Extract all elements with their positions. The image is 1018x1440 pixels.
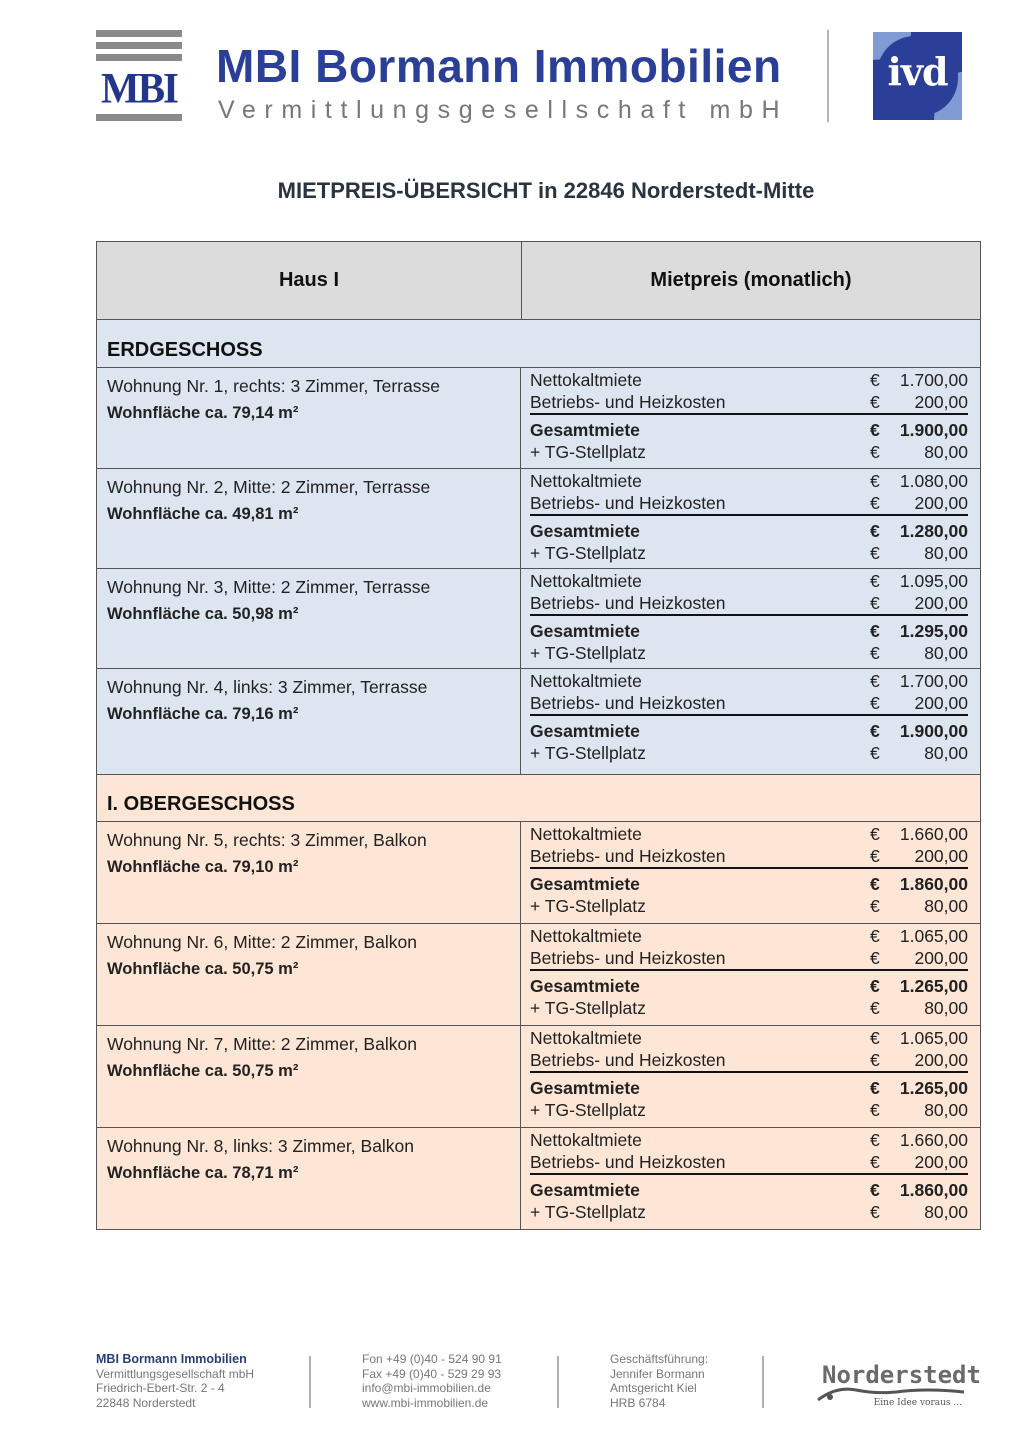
price-line-total	[530, 420, 968, 442]
apartment-prices	[521, 822, 980, 923]
currency-symbol: €	[870, 947, 880, 968]
apartment-area: Wohnfläche ca. 79,16 m²	[107, 705, 299, 723]
footer-management-label: Geschäftsführung:	[610, 1352, 709, 1366]
price-amount-costs: 200,00	[914, 1049, 968, 1070]
price-line-parking	[530, 1202, 968, 1224]
price-label-total: Gesamtmiete	[530, 621, 640, 641]
norderstedt-logo-text: Norderstedt	[822, 1361, 981, 1389]
price-line-costs	[530, 1050, 968, 1074]
price-label-total: Gesamtmiete	[530, 976, 640, 996]
floor-title: I. OBERGESCHOSS	[97, 775, 980, 822]
price-label-costs: Betriebs- und Heizkosten	[530, 492, 726, 513]
column-header-house: Haus I	[97, 242, 522, 319]
apartment-info	[97, 1026, 521, 1127]
footer-company	[96, 1352, 254, 1410]
price-label-total: Gesamtmiete	[530, 420, 640, 440]
apartment-row	[97, 1026, 980, 1128]
price-amount-net: 1.080,00	[899, 471, 968, 491]
price-amount-net: 1.660,00	[899, 1130, 968, 1150]
price-line-total	[530, 521, 968, 543]
price-amount-parking: 80,00	[924, 1201, 968, 1222]
apartment-prices	[521, 569, 980, 668]
price-line-net	[530, 926, 968, 948]
apartment-row	[97, 669, 980, 774]
apartment-description: Wohnung Nr. 7, Mitte: 2 Zimmer, Balkon	[107, 1034, 417, 1054]
currency-symbol: €	[870, 420, 880, 440]
footer-management	[610, 1352, 708, 1410]
currency-symbol: €	[870, 370, 880, 390]
apartment-row	[97, 569, 980, 669]
currency-symbol: €	[870, 621, 880, 641]
price-label-net: Nettokaltmiete	[530, 370, 642, 390]
price-amount-net: 1.660,00	[899, 824, 968, 844]
price-label-total: Gesamtmiete	[530, 1180, 640, 1200]
price-amount-net: 1.700,00	[899, 671, 968, 691]
price-line-parking	[530, 643, 968, 665]
price-label-parking: + TG-Stellplatz	[530, 742, 646, 763]
apartment-area: Wohnfläche ca. 50,98 m²	[107, 605, 299, 623]
currency-symbol: €	[870, 1049, 880, 1070]
apartment-area: Wohnfläche ca. 79,10 m²	[107, 858, 299, 876]
currency-symbol: €	[870, 742, 880, 763]
price-line-net	[530, 1028, 968, 1050]
apartment-row	[97, 822, 980, 924]
floor-section	[97, 320, 980, 774]
price-amount-parking: 80,00	[924, 642, 968, 663]
apartment-prices	[521, 1128, 980, 1229]
footer-email[interactable]: info@mbi-immobilien.de	[362, 1381, 491, 1395]
apartment-description: Wohnung Nr. 3, Mitte: 2 Zimmer, Terrasse	[107, 577, 431, 597]
price-line-total	[530, 976, 968, 998]
price-amount-costs: 200,00	[914, 391, 968, 412]
footer-company-name: MBI Bormann Immobilien	[96, 1352, 247, 1366]
column-header-rent: Mietpreis (monatlich)	[650, 269, 852, 291]
price-amount-costs: 200,00	[914, 692, 968, 713]
price-amount-total: 1.265,00	[899, 976, 968, 996]
price-amount-costs: 200,00	[914, 1151, 968, 1172]
price-line-total	[530, 1078, 968, 1100]
price-label-parking: + TG-Stellplatz	[530, 1201, 646, 1222]
price-amount-parking: 80,00	[924, 742, 968, 763]
apartment-prices	[521, 1026, 980, 1127]
currency-symbol: €	[870, 542, 880, 563]
price-line-net	[530, 370, 968, 392]
ivd-logo	[873, 32, 962, 120]
apartment-row	[97, 924, 980, 1026]
currency-symbol: €	[870, 492, 880, 513]
currency-symbol: €	[870, 692, 880, 713]
price-label-net: Nettokaltmiete	[530, 671, 642, 691]
price-amount-total: 1.265,00	[899, 1078, 968, 1098]
apartment-area: Wohnfläche ca. 50,75 m²	[107, 960, 299, 978]
apartment-row	[97, 1128, 980, 1229]
currency-symbol: €	[870, 471, 880, 491]
currency-symbol: €	[870, 1099, 880, 1120]
apartment-row	[97, 469, 980, 569]
currency-symbol: €	[870, 1130, 880, 1150]
apartment-prices	[521, 368, 980, 468]
price-label-costs: Betriebs- und Heizkosten	[530, 692, 726, 713]
price-label-costs: Betriebs- und Heizkosten	[530, 1049, 726, 1070]
price-label-costs: Betriebs- und Heizkosten	[530, 845, 726, 866]
rent-table	[96, 241, 981, 1230]
company-subtitle: Vermittlungsgesellschaft mbH	[218, 96, 789, 124]
price-line-parking	[530, 1100, 968, 1122]
currency-symbol: €	[870, 1028, 880, 1048]
currency-symbol: €	[870, 642, 880, 663]
currency-symbol: €	[870, 592, 880, 613]
price-line-costs	[530, 593, 968, 617]
price-label-costs: Betriebs- und Heizkosten	[530, 592, 726, 613]
price-amount-costs: 200,00	[914, 492, 968, 513]
currency-symbol: €	[870, 521, 880, 541]
price-line-net	[530, 1130, 968, 1152]
currency-symbol: €	[870, 926, 880, 946]
price-label-parking: + TG-Stellplatz	[530, 542, 646, 563]
apartment-description: Wohnung Nr. 4, links: 3 Zimmer, Terrasse	[107, 677, 428, 697]
apartment-description: Wohnung Nr. 8, links: 3 Zimmer, Balkon	[107, 1136, 415, 1156]
price-amount-total: 1.860,00	[899, 874, 968, 894]
price-line-net	[530, 571, 968, 593]
price-label-costs: Betriebs- und Heizkosten	[530, 1151, 726, 1172]
price-label-net: Nettokaltmiete	[530, 926, 642, 946]
apartment-row	[97, 368, 980, 469]
price-amount-parking: 80,00	[924, 441, 968, 462]
apartment-area: Wohnfläche ca. 49,81 m²	[107, 505, 299, 523]
footer-company-line: Vermittlungsgesellschaft mbH	[96, 1366, 255, 1381]
apartment-description: Wohnung Nr. 5, rechts: 3 Zimmer, Balkon	[107, 830, 427, 850]
price-line-parking	[530, 743, 968, 765]
price-line-parking	[530, 543, 968, 565]
price-amount-net: 1.095,00	[899, 571, 968, 591]
ivd-logo-text: ivd	[887, 49, 948, 94]
apartment-area: Wohnfläche ca. 50,75 m²	[107, 1062, 299, 1080]
price-label-net: Nettokaltmiete	[530, 1130, 642, 1150]
price-line-total	[530, 721, 968, 743]
currency-symbol: €	[870, 895, 880, 916]
footer-divider	[557, 1356, 559, 1408]
price-amount-parking: 80,00	[924, 997, 968, 1018]
footer-managing-director: Jennifer Bormann	[610, 1366, 705, 1381]
currency-symbol: €	[870, 391, 880, 412]
header-divider	[827, 30, 829, 122]
apartment-info	[97, 822, 521, 923]
apartment-info	[97, 569, 521, 668]
price-amount-parking: 80,00	[924, 1099, 968, 1120]
price-label-costs: Betriebs- und Heizkosten	[530, 391, 726, 412]
footer-contact	[362, 1352, 502, 1410]
price-label-parking: + TG-Stellplatz	[530, 895, 646, 916]
price-line-parking	[530, 896, 968, 918]
price-amount-total: 1.860,00	[899, 1180, 968, 1200]
footer-address-city: 22848 Norderstedt	[96, 1395, 196, 1410]
currency-symbol: €	[870, 441, 880, 462]
price-line-net	[530, 671, 968, 693]
footer	[0, 1352, 1018, 1412]
price-amount-net: 1.700,00	[899, 370, 968, 390]
currency-symbol: €	[870, 721, 880, 741]
floor-section	[97, 774, 980, 1229]
document-title: MIETPREIS-ÜBERSICHT in 22846 Norderstedt-Mitte	[277, 178, 815, 203]
price-amount-net: 1.065,00	[899, 1028, 968, 1048]
price-label-net: Nettokaltmiete	[530, 824, 642, 844]
apartment-info	[97, 469, 521, 568]
apartment-description: Wohnung Nr. 6, Mitte: 2 Zimmer, Balkon	[107, 932, 417, 952]
apartment-area: Wohnfläche ca. 78,71 m²	[107, 1164, 299, 1182]
price-line-net	[530, 824, 968, 846]
apartment-info	[97, 924, 521, 1025]
currency-symbol: €	[870, 997, 880, 1018]
letterhead	[0, 0, 1018, 140]
footer-phone: Fon +49 (0)40 - 524 90 91	[362, 1352, 502, 1366]
currency-symbol: €	[870, 1180, 880, 1200]
apartment-prices	[521, 669, 980, 774]
currency-symbol: €	[870, 845, 880, 866]
price-label-total: Gesamtmiete	[530, 521, 640, 541]
currency-symbol: €	[870, 1201, 880, 1222]
currency-symbol: €	[870, 571, 880, 591]
apartment-info	[97, 669, 521, 774]
price-amount-parking: 80,00	[924, 895, 968, 916]
price-line-costs	[530, 846, 968, 870]
price-amount-net: 1.065,00	[899, 926, 968, 946]
price-label-parking: + TG-Stellplatz	[530, 997, 646, 1018]
price-label-parking: + TG-Stellplatz	[530, 642, 646, 663]
norderstedt-logo	[816, 1361, 981, 1410]
price-line-costs	[530, 392, 968, 416]
price-label-total: Gesamtmiete	[530, 874, 640, 894]
price-line-costs	[530, 1152, 968, 1176]
footer-website[interactable]: www.mbi-immobilien.de	[362, 1395, 489, 1410]
price-label-parking: + TG-Stellplatz	[530, 441, 646, 462]
table-header	[97, 242, 980, 320]
footer-registration: HRB 6784	[610, 1395, 666, 1410]
price-label-net: Nettokaltmiete	[530, 1028, 642, 1048]
price-amount-parking: 80,00	[924, 542, 968, 563]
price-label-total: Gesamtmiete	[530, 721, 640, 741]
price-label-total: Gesamtmiete	[530, 1078, 640, 1098]
price-amount-total: 1.280,00	[899, 521, 968, 541]
apartment-info	[97, 1128, 521, 1229]
footer-divider	[309, 1356, 311, 1408]
currency-symbol: €	[870, 1078, 880, 1098]
currency-symbol: €	[870, 976, 880, 996]
price-line-total	[530, 621, 968, 643]
price-amount-total: 1.900,00	[899, 420, 968, 440]
price-label-costs: Betriebs- und Heizkosten	[530, 947, 726, 968]
price-amount-total: 1.900,00	[899, 721, 968, 741]
price-line-costs	[530, 948, 968, 972]
currency-symbol: €	[870, 874, 880, 894]
price-label-parking: + TG-Stellplatz	[530, 1099, 646, 1120]
price-line-total	[530, 1180, 968, 1202]
price-line-costs	[530, 693, 968, 717]
apartment-info	[97, 368, 521, 468]
price-line-parking	[530, 442, 968, 464]
footer-court: Amtsgericht Kiel	[610, 1381, 697, 1395]
price-line-net	[530, 471, 968, 493]
currency-symbol: €	[870, 824, 880, 844]
apartment-prices	[521, 469, 980, 568]
price-line-total	[530, 874, 968, 896]
price-line-parking	[530, 998, 968, 1020]
floor-title: ERDGESCHOSS	[97, 320, 980, 368]
price-amount-costs: 200,00	[914, 845, 968, 866]
apartment-area: Wohnfläche ca. 79,14 m²	[107, 404, 299, 422]
norderstedt-slogan: Eine Idee voraus ...	[873, 1398, 962, 1408]
price-label-net: Nettokaltmiete	[530, 471, 642, 491]
price-label-net: Nettokaltmiete	[530, 571, 642, 591]
price-line-costs	[530, 493, 968, 517]
currency-symbol: €	[870, 671, 880, 691]
mbi-logo-text: MBI	[101, 63, 177, 113]
footer-fax: Fax +49 (0)40 - 529 29 93	[362, 1366, 502, 1381]
apartment-prices	[521, 924, 980, 1025]
price-amount-costs: 200,00	[914, 947, 968, 968]
mbi-logo	[96, 30, 182, 122]
footer-divider	[762, 1356, 764, 1408]
footer-address-street: Friedrich-Ebert-Str. 2 - 4	[96, 1381, 225, 1395]
apartment-description: Wohnung Nr. 1, rechts: 3 Zimmer, Terrasse	[107, 376, 440, 396]
apartment-description: Wohnung Nr. 2, Mitte: 2 Zimmer, Terrasse	[107, 477, 431, 497]
price-amount-costs: 200,00	[914, 592, 968, 613]
company-name: MBI Bormann Immobilien	[216, 40, 782, 92]
price-amount-total: 1.295,00	[899, 621, 968, 641]
currency-symbol: €	[870, 1151, 880, 1172]
